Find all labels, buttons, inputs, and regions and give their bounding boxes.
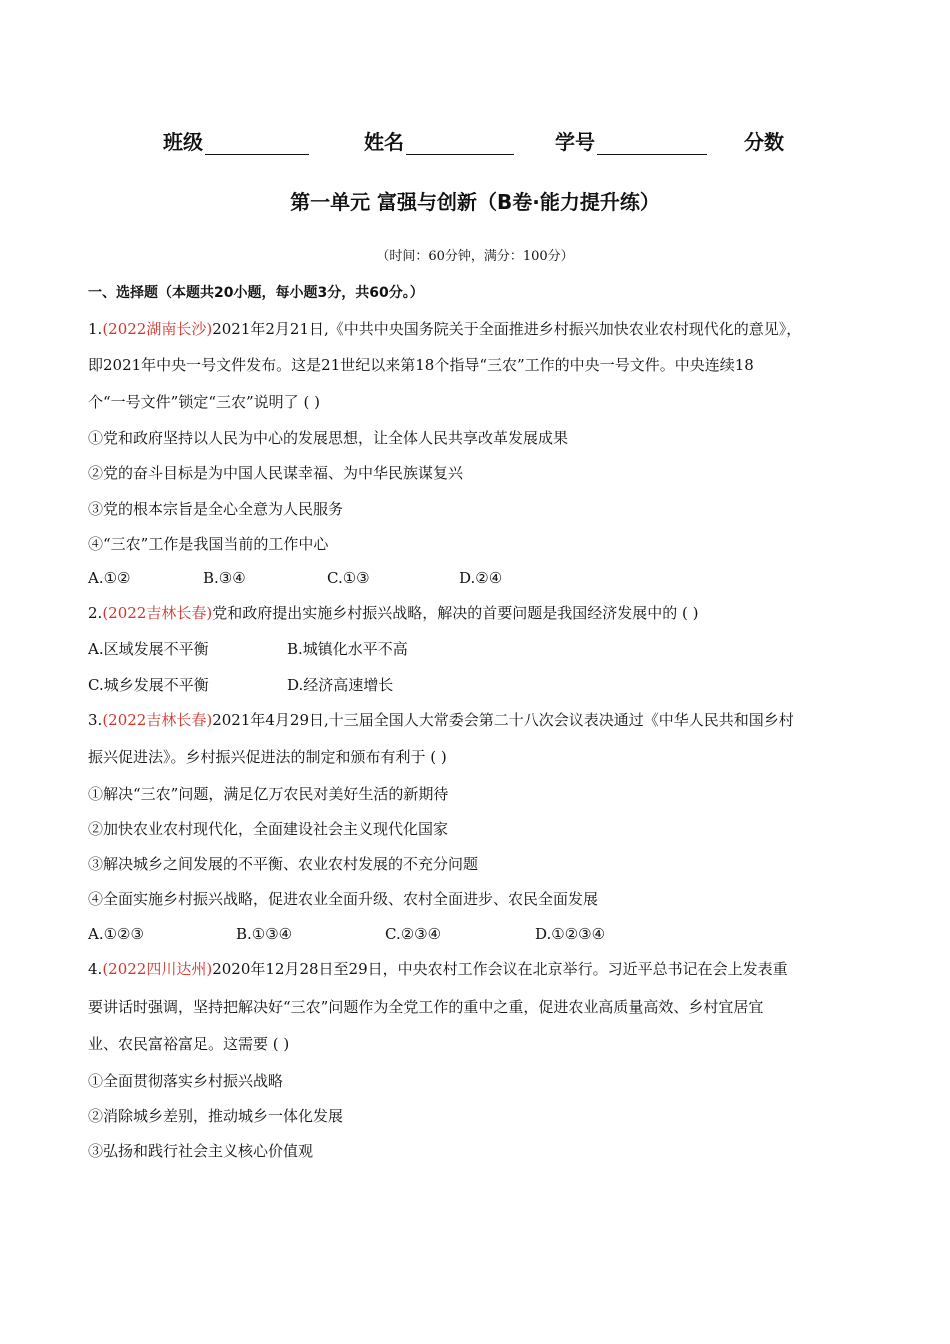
question-4-stem-line: 业、农民富裕富足。这需要 ( ) — [88, 1035, 290, 1053]
id-blank[interactable] — [597, 134, 707, 155]
question-2-stem-line — [88, 602, 698, 624]
stem-text: 2021年4月29日,十三届全国人大常委会第二十八次会议表决通过《中华人民共和国乡村 — [212, 711, 794, 729]
question-source: (2022吉林长春) — [102, 711, 213, 729]
stem-text: 2021年2月21日,《中共中央国务院关于全面推进乡村振兴加快农业农村现代化的意见》， — [212, 320, 802, 338]
question-number: 1. — [88, 320, 103, 338]
option: A.①② — [88, 569, 131, 587]
question-source: (2022吉林长春) — [102, 604, 213, 622]
option: B.①③④ — [236, 925, 293, 943]
question-1-stem-line: 即2021年中央一号文件发布。这是21世纪以来第18个指导“三农”工作的中央一号文件。中央连续18 — [88, 356, 754, 374]
option: C.①③ — [327, 569, 370, 587]
option: A.区域发展不平衡 — [88, 640, 209, 658]
option: D.②④ — [459, 569, 503, 587]
section-heading: 一、选择题（本题共20小题，每小题3分，共60分。） — [88, 285, 424, 301]
name-field — [364, 126, 514, 155]
option: A.①②③ — [88, 925, 144, 943]
option: B.城镇化水平不高 — [287, 640, 408, 658]
name-label: 姓名 — [364, 130, 404, 154]
statement: ②加快农业农村现代化，全面建设社会主义现代化国家 — [88, 820, 449, 838]
score-label: 分数 — [744, 130, 784, 154]
statement: ①全面贯彻落实乡村振兴战略 — [88, 1072, 284, 1090]
stem-text: 党和政府提出实施乡村振兴战略，解决的首要问题是我国经济发展中的 ( ) — [212, 604, 699, 622]
time-info: （时间：60分钟，满分：100分） — [376, 249, 574, 264]
statement: ②消除城乡差别，推动城乡一体化发展 — [88, 1107, 344, 1125]
id-field — [555, 126, 707, 155]
score-field — [744, 126, 784, 155]
option: B.③④ — [203, 569, 246, 587]
statement: ①解决“三农”问题，满足亿万农民对美好生活的新期待 — [88, 785, 449, 803]
question-3-stem-line — [88, 709, 794, 731]
question-number: 3. — [88, 711, 103, 729]
statement: ①党和政府坚持以人民为中心的发展思想，让全体人民共享改革发展成果 — [88, 429, 569, 447]
question-3-stem-line: 振兴促进法》。乡村振兴促进法的制定和颁布有利于 ( ) — [88, 748, 447, 766]
class-label: 班级 — [163, 130, 203, 154]
question-4-stem-line — [88, 958, 788, 980]
name-blank[interactable] — [406, 134, 514, 155]
question-source: (2022四川达州) — [102, 960, 213, 978]
stem-text: 2020年12月28日至29日，中央农村工作会议在北京举行。习近平总书记在会上发表重 — [212, 960, 788, 978]
statement: ④全面实施乡村振兴战略，促进农业全面升级、农村全面进步、农民全面发展 — [88, 890, 599, 908]
option: D.①②③④ — [535, 925, 606, 943]
question-1-stem-line: 个“一号文件”锁定“三农”说明了 ( ) — [88, 393, 320, 411]
statement: ②党的奋斗目标是为中国人民谋幸福、为中华民族谋复兴 — [88, 464, 464, 482]
student-info-header — [0, 126, 950, 156]
option: C.城乡发展不平衡 — [88, 676, 209, 694]
question-1-stem-line — [88, 318, 801, 340]
question-number: 4. — [88, 960, 103, 978]
statement: ④“三农”工作是我国当前的工作中心 — [88, 535, 329, 553]
statement: ③党的根本宗旨是全心全意为人民服务 — [88, 500, 344, 518]
question-number: 2. — [88, 604, 103, 622]
page-title: 第一单元 富强与创新（B卷·能力提升练） — [290, 190, 660, 214]
question-source: (2022湖南长沙) — [102, 320, 213, 338]
class-blank[interactable] — [205, 134, 309, 155]
question-4-stem-line: 要讲话时强调，坚持把解决好“三农”问题作为全党工作的重中之重，促进农业高质量高效、乡村宜居宜 — [88, 998, 764, 1016]
statement: ③弘扬和践行社会主义核心价值观 — [88, 1142, 314, 1160]
class-field — [163, 126, 309, 155]
option: D.经济高速增长 — [287, 676, 394, 694]
option: C.②③④ — [385, 925, 442, 943]
id-label: 学号 — [555, 130, 595, 154]
statement: ③解决城乡之间发展的不平衡、农业农村发展的不充分问题 — [88, 855, 479, 873]
